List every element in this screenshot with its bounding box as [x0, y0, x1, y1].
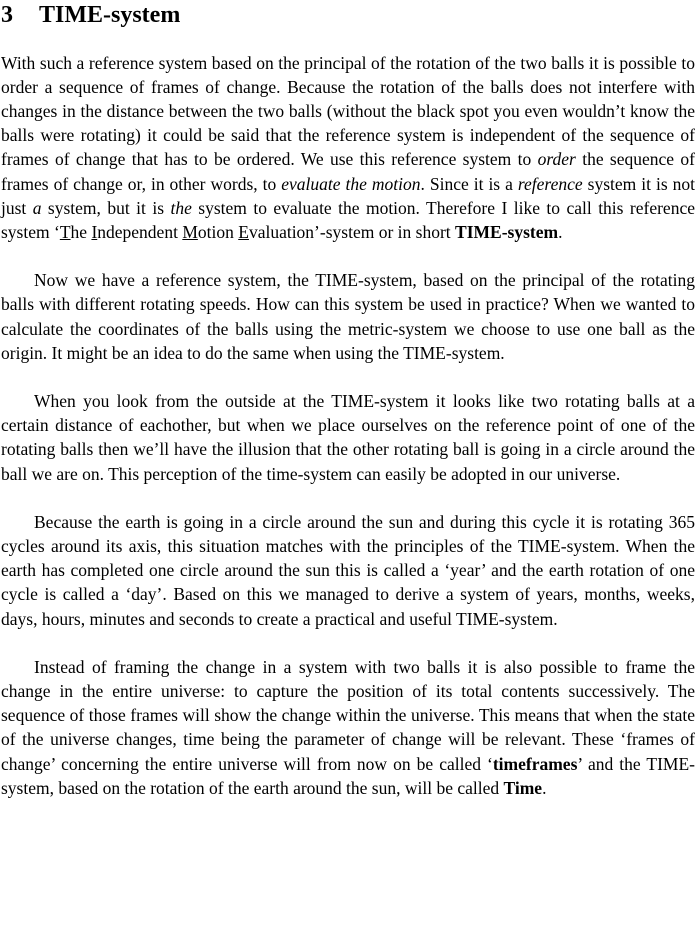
text-run: otion: [197, 222, 239, 243]
text-run: When you look from the outside at the TIME-system it looks like two rotating balls at a certain distance of eachother, but when we place ourselves on the reference point of one of the rotating balls then we’ll have the illusion that the other rotating ball is going in a circle around the ball we are on. This perception of the time-system can easily be adopted in our universe.: [1, 391, 695, 484]
text-run: he: [70, 222, 92, 243]
text-run: a: [32, 197, 42, 218]
text-run: the: [170, 197, 192, 218]
section-number: 3: [1, 2, 13, 28]
text-run: order: [537, 149, 576, 170]
text-run: system to evaluate the motion. Therefore I like to call this reference system ‘: [1, 197, 695, 243]
text-run: Because the earth is going in a circle around the sun and during this cycle it is rotating 365 cycles around its axis, this situation matches with the principles of the TIME-system. When the earth has completed one circle around the sun this is called a ‘year’ and the earth rotation of one cycle is called a ‘day’. Based on this we managed to derive a system of years, months, weeks, days, hours, minutes and seconds to create a practical and useful TIME-system.: [1, 511, 695, 629]
text-run: system, but it is: [41, 197, 171, 218]
text-run: .: [558, 222, 563, 243]
text-run: ’ and the TIME-system, based on the rotation of the earth around the sun, will be called: [1, 753, 695, 798]
text-run: M: [182, 222, 198, 243]
text-run: ndependent: [97, 222, 183, 243]
paragraph-4: [1, 510, 695, 631]
paragraph-3: [1, 389, 695, 486]
text-run: system it is not just: [1, 173, 695, 218]
text-run: Time: [503, 777, 543, 798]
section-heading: [1, 2, 695, 30]
text-run: E: [238, 222, 249, 243]
text-run: . Since it is a: [420, 173, 518, 194]
text-run: T: [59, 222, 71, 243]
text-run: Instead of framing the change in a system with two balls it is also possible to frame the change in the entire universe: to capture the position of its total contents successively. The sequence of those frames will show the change within the universe. This means that when the state of the universe changes, time being the parameter of change will be relevant. These ‘frames of change’ concerning the entire universe will from now on be called ‘: [1, 656, 695, 774]
section-title: TIME-system: [39, 2, 181, 28]
paragraph-1: [1, 51, 695, 245]
paragraph-5: [1, 655, 695, 800]
text-run: reference: [517, 173, 583, 194]
text-run: evaluate the motion: [281, 173, 421, 194]
document-body: [1, 51, 695, 800]
text-run: the sequence of frames of change or, in other words, to: [1, 149, 695, 194]
text-run: TIME-system: [455, 222, 559, 243]
text-run: valuation’-system or in short: [248, 222, 456, 243]
paragraph-2: [1, 268, 695, 365]
text-run: I: [91, 222, 98, 243]
text-run: timeframes: [492, 753, 578, 774]
text-run: With such a reference system based on the principal of the rotation of the two balls it is possible to order a sequence of frames of change. Because the rotation of the balls does not interfere with changes in the distance between the two balls (without the black spot you even wouldn’t know the balls were rotating) it could be said that the reference system is independent of the sequence of frames of change that has to be ordered. We use this reference system to: [1, 52, 695, 170]
text-run: Now we have a reference system, the TIME-system, based on the principal of the rotating balls with different rotating speeds. How can this system be used in practice? When we wanted to calculate the coordinates of the balls using the metric-system we choose to use one ball as the origin. It might be an idea to do the same when using the TIME-system.: [1, 270, 695, 363]
text-run: .: [542, 777, 547, 798]
